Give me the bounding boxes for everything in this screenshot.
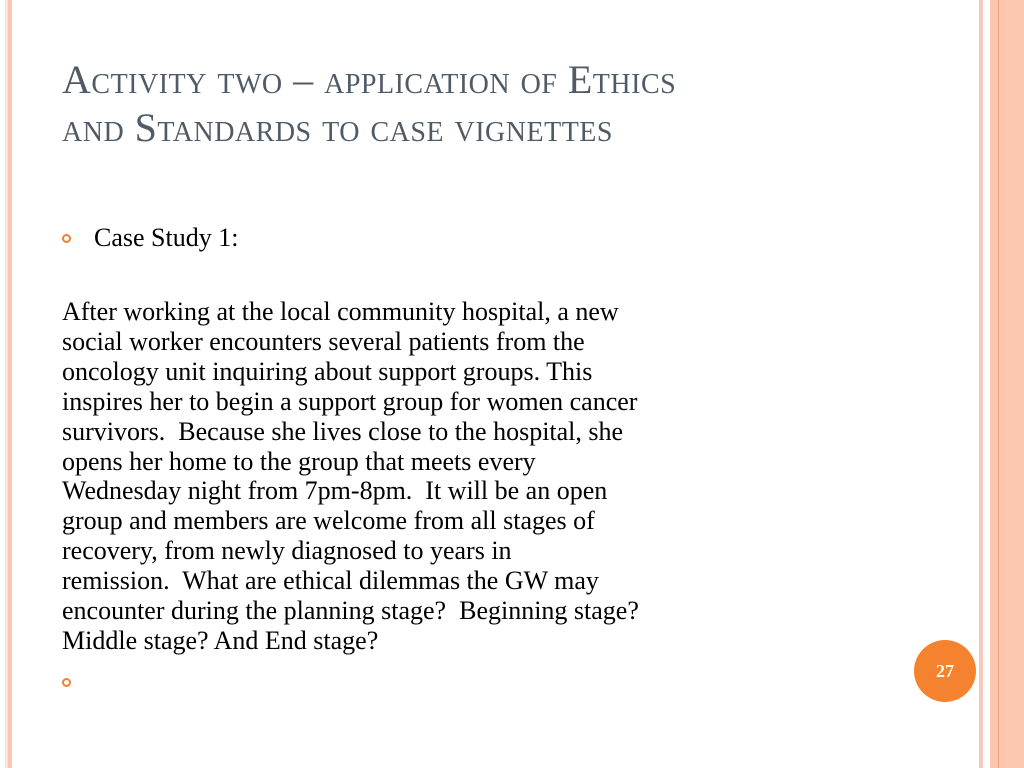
- case-vignette-text: [62, 297, 892, 656]
- slide-title: [62, 56, 942, 152]
- body-line: oncology unit inquiring about support groups. This: [62, 356, 593, 386]
- right-border-line: [998, 0, 999, 768]
- body-line: social worker encounters several patients from the: [62, 326, 585, 356]
- ring-bullet-icon: [62, 234, 71, 243]
- body-line: Middle stage? And End stage?: [62, 625, 379, 655]
- right-border-band-inner: [1007, 0, 1024, 768]
- bullet-empty: [62, 678, 71, 687]
- body-line: Wednesday night from 7pm-8pm. It will be an open: [62, 476, 608, 506]
- body-line: encounter during the planning stage? Beginning stage?: [62, 596, 639, 626]
- page-number: 27: [936, 660, 954, 681]
- bullet-case-study: [62, 234, 71, 243]
- page-number-badge: [914, 640, 976, 702]
- right-border-stripe: [979, 0, 983, 768]
- body-line: inspires her to begin a support group for women cancer: [62, 386, 638, 416]
- body-line: survivors. Because she lives close to the hospital, she: [62, 416, 624, 446]
- body-line: opens her home to the group that meets every: [62, 446, 536, 476]
- body-line: remission. What are ethical dilemmas the GW may: [62, 566, 599, 596]
- case-study-label: Case Study 1:: [94, 223, 239, 252]
- body-line: recovery, from newly diagnosed to years in: [62, 536, 512, 566]
- ring-bullet-icon: [62, 678, 71, 687]
- slide-title-line-1: Activity two – application of Ethics: [62, 57, 677, 102]
- slide-title-line-2: and Standards to case vignettes: [62, 105, 613, 150]
- body-line: After working at the local community hospital, a new: [62, 297, 619, 326]
- left-border-stripe-pink: [8, 0, 12, 768]
- body-line: group and members are welcome from all stages of: [62, 506, 595, 536]
